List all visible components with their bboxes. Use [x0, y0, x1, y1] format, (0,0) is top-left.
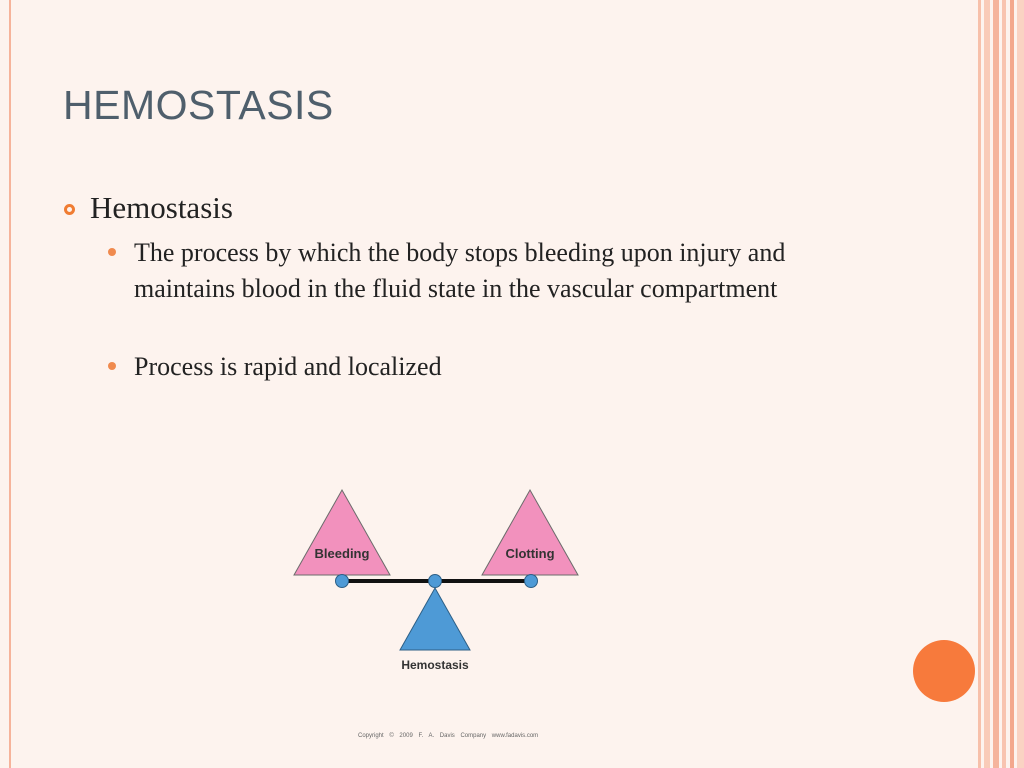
- right-border-stripe: [993, 0, 999, 768]
- fulcrum-triangle: [400, 588, 470, 650]
- bullet-level2-text: The process by which the body stops bleeding upon injury and maintains blood in the fluid state in the vascular compartment: [134, 238, 786, 303]
- hemostasis-balance-diagram: [280, 480, 600, 680]
- center-pivot-dot: [429, 575, 442, 588]
- slide-title: HEMOSTASIS: [63, 82, 334, 128]
- bullet-level1-text: Hemostasis: [90, 190, 233, 225]
- bleeding-triangle: [294, 490, 390, 575]
- clotting-triangle: [482, 490, 578, 575]
- left-pivot-dot: [336, 575, 349, 588]
- right-border-stripe: [1010, 0, 1014, 768]
- hemostasis-label: Hemostasis: [401, 658, 469, 672]
- right-border-stripe: [978, 0, 981, 768]
- decorative-orange-circle: [913, 640, 975, 702]
- bullet-level2: [108, 349, 848, 385]
- dot-bullet-icon: [108, 248, 116, 256]
- right-pivot-dot: [525, 575, 538, 588]
- copyright-text: Copyright © 2009 F. A. Davis Company www.fadavis.com: [358, 733, 539, 739]
- right-border-stripe: [1017, 0, 1024, 768]
- left-border-line: [9, 0, 11, 768]
- bullet-level1: [64, 190, 233, 226]
- bleeding-label: Bleeding: [314, 546, 370, 561]
- bullet-level2-text: Process is rapid and localized: [134, 352, 442, 381]
- dot-bullet-icon: [108, 362, 116, 370]
- ring-bullet-icon: [64, 204, 75, 215]
- clotting-label: Clotting: [505, 546, 555, 561]
- bullet-level2: [108, 235, 848, 307]
- right-border-stripe: [1002, 0, 1006, 768]
- right-border-stripe: [984, 0, 990, 768]
